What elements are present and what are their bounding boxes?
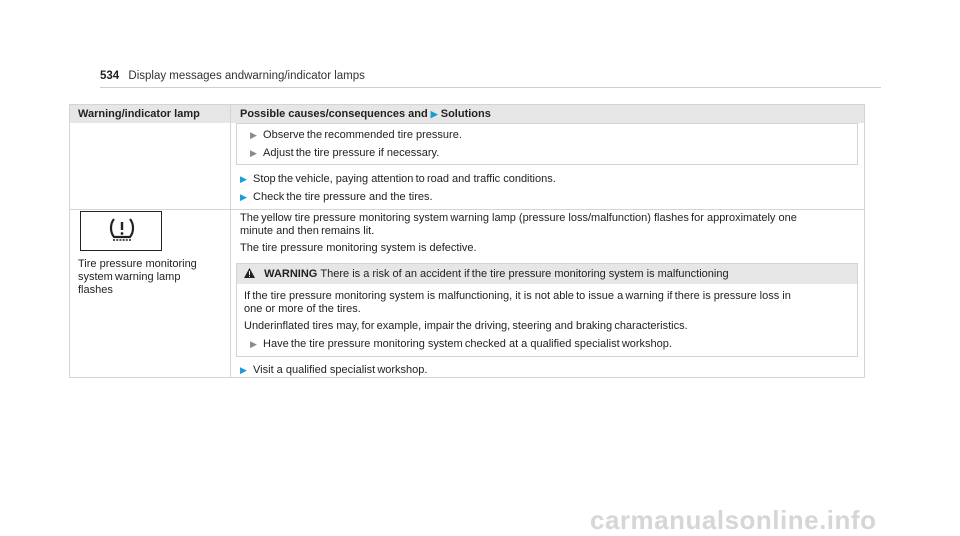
indicator-table xyxy=(69,104,865,378)
col-header-solutions: Possible causes/consequences and ▶ Solutions xyxy=(230,105,864,123)
step-item: ▶ Observe the recommended tire pressure. xyxy=(250,129,462,141)
warning-text-line: one or more of the tires. xyxy=(244,303,361,315)
arrow-right-icon: ▶ xyxy=(240,174,247,184)
arrow-right-icon: ▶ xyxy=(250,130,257,140)
page-header xyxy=(100,70,365,82)
step-item: ▶ Have the tire pressure monitoring system checked at a qualified specialist workshop. xyxy=(250,338,672,350)
tire-pressure-warning-lamp-icon xyxy=(80,211,162,251)
step-item: ▶ Stop the vehicle, paying attention to road and traffic conditions. xyxy=(240,173,556,185)
warning-text-line: Underinflated tires may, for example, impair the driving, steering and braking characteristics. xyxy=(244,320,688,332)
arrow-right-icon: ▶ xyxy=(240,365,247,375)
page-title: Display messages andwarning/indicator lamps xyxy=(128,70,365,82)
header-divider xyxy=(100,87,881,88)
row-divider xyxy=(70,209,864,210)
arrow-right-icon: ▶ xyxy=(250,339,257,349)
step-item: ▶ Check the tire pressure and the tires. xyxy=(240,191,433,203)
description-line: minute and then remains lit. xyxy=(240,225,375,237)
warning-triangle-icon xyxy=(244,268,255,278)
step-item: ▶ Adjust the tire pressure if necessary. xyxy=(250,147,440,159)
column-divider xyxy=(230,105,231,377)
warning-text-line: If the tire pressure monitoring system is malfunctioning, it is not able to issue a warning if there is pressure loss in xyxy=(244,290,791,302)
lamp-label-line: flashes xyxy=(78,284,113,296)
page-number: 534 xyxy=(100,70,120,82)
watermark: carmanualsonline.info xyxy=(590,505,877,535)
col-header-lamp: Warning/indicator lamp xyxy=(70,105,230,123)
arrow-right-icon: ▶ xyxy=(430,109,438,119)
step-item: ▶ Visit a qualified specialist workshop. xyxy=(240,364,428,376)
arrow-right-icon: ▶ xyxy=(250,148,257,158)
warning-title: WARNING There is a risk of an accident if the tire pressure monitoring system is malfunctioning xyxy=(244,268,729,281)
lamp-label-line: system warning lamp xyxy=(78,271,181,283)
description-line: The tire pressure monitoring system is defective. xyxy=(240,242,477,254)
lamp-label-line: Tire pressure monitoring xyxy=(78,258,197,270)
arrow-right-icon: ▶ xyxy=(240,192,247,202)
description-line: The yellow tire pressure monitoring system warning lamp (pressure loss/malfunction) flashes for approximately one xyxy=(240,212,797,224)
